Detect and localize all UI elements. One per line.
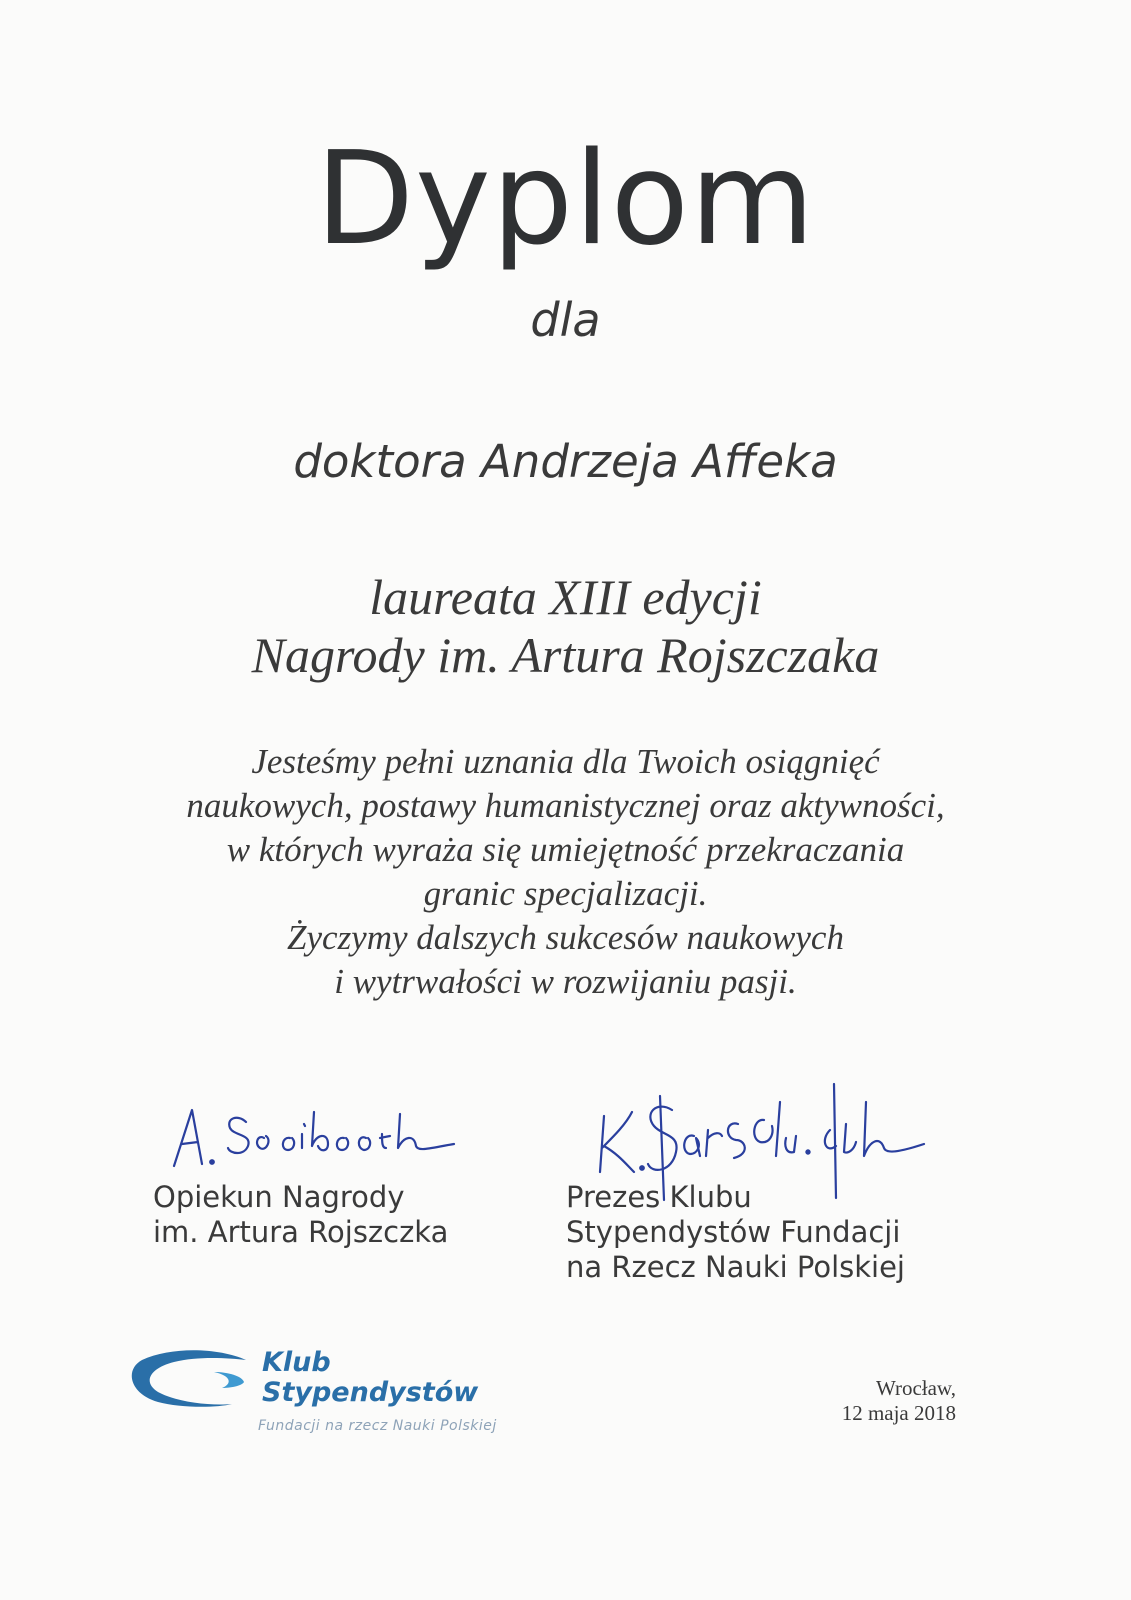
body-line: naukowych, postawy humanistycznej oraz aktywności, (186, 786, 945, 825)
body-line: w których wyraża się umiejętność przekraczania (226, 830, 905, 869)
body-line: Jesteśmy pełni uznania dla Twoich osiągnięć (251, 742, 880, 781)
signatory-role-line: im. Artura Rojszczka (153, 1215, 449, 1249)
signatory-role-line: Stypendystów Fundacji (566, 1215, 901, 1249)
laureate-line: laureata XIII edycji (369, 569, 762, 625)
signatory-role-line: Prezes Klubu (566, 1180, 752, 1214)
laureate-statement (0, 568, 1131, 684)
signatory-role-line: na Rzecz Nauki Polskiej (566, 1250, 905, 1284)
signature-left (168, 1104, 468, 1174)
diploma-body (0, 740, 1131, 1004)
place-and-date (842, 1376, 956, 1426)
signatory-left (153, 1180, 448, 1250)
body-line: granic specjalizacji. (423, 874, 708, 913)
signatory-role-line: Opiekun Nagrody (153, 1180, 405, 1214)
logo-line-2: Stypendystów (262, 1377, 479, 1408)
club-logo (128, 1346, 548, 1446)
date: 12 maja 2018 (841, 1401, 956, 1425)
laureate-line: Nagrody im. Artura Rojszczaka (251, 627, 880, 683)
recipient-name: doktora Andrzeja Affeka (293, 435, 838, 488)
diploma-title: Dyplom (315, 125, 816, 274)
club-logo-mark-icon (128, 1346, 253, 1418)
signatory-right (566, 1180, 905, 1285)
body-line: Życzymy dalszych sukcesów naukowych (287, 918, 844, 957)
logo-line-1: Klub (262, 1347, 331, 1378)
place: Wrocław, (875, 1376, 956, 1400)
logo-tagline: Fundacji na rzecz Nauki Polskiej (258, 1418, 497, 1434)
body-line: i wytrwałości w rozwijaniu pasji. (334, 962, 797, 1001)
for-word: dla (530, 293, 601, 347)
